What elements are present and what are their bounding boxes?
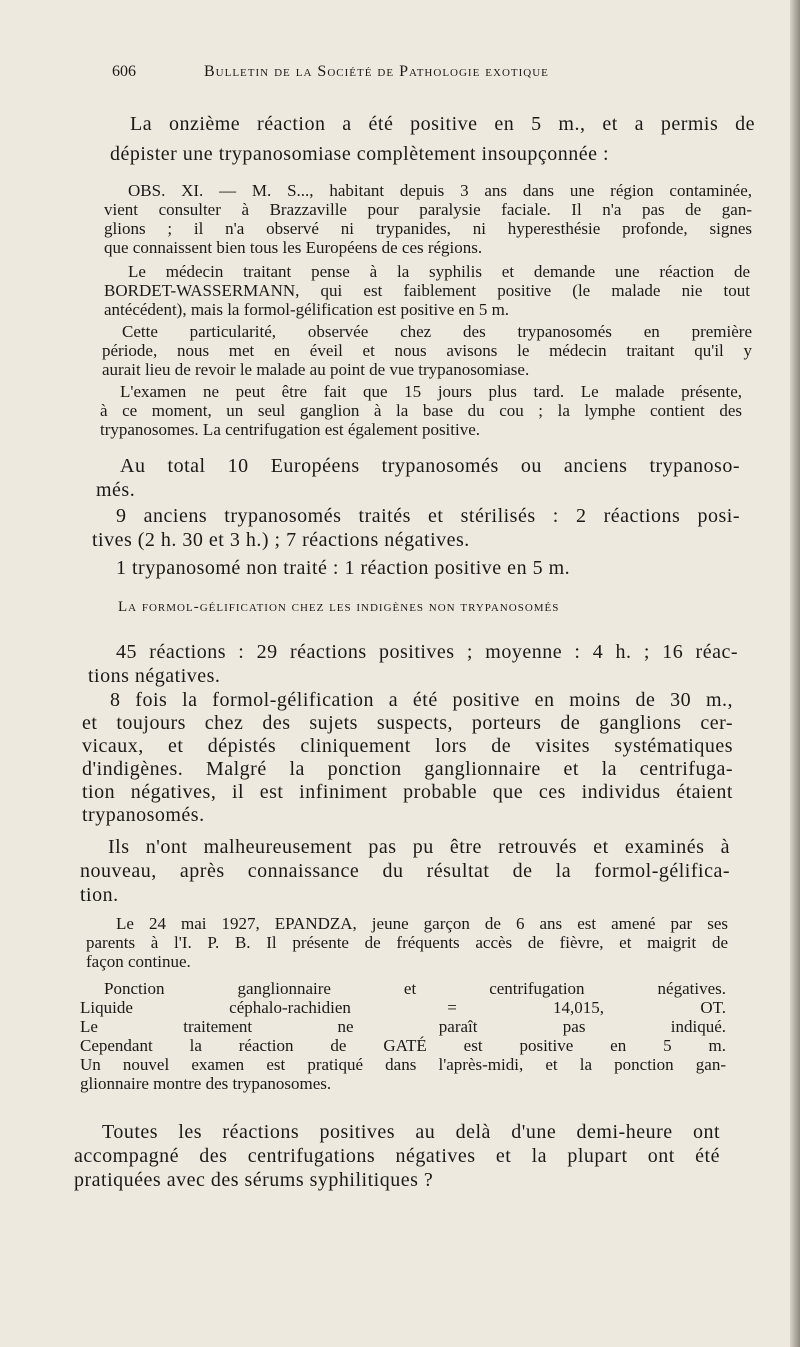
text-line: tions négatives. bbox=[88, 665, 221, 687]
text-line: OBS. XI. — M. S..., habitant depuis 3 ans dans une région contaminée, bbox=[128, 181, 752, 200]
text-line: tion. bbox=[80, 884, 119, 906]
text-line: Au total 10 Européens trypanosomés ou anciens trypanoso- bbox=[120, 455, 740, 477]
text-line: 45 réactions : 29 réactions positives ; moyenne : 4 h. ; 16 réac- bbox=[116, 641, 738, 663]
text-line: période, nous met en éveil et nous avisons le médecin traitant qu'il y bbox=[102, 341, 752, 360]
text-line: façon continue. bbox=[86, 952, 191, 971]
text-line: à ce moment, un seul ganglion à la base du cou ; la lymphe contient des bbox=[100, 401, 742, 420]
text-line: trypanosomés. bbox=[82, 804, 205, 826]
text-line: aurait lieu de revoir le malade au point de vue trypanosomiase. bbox=[102, 360, 530, 379]
text-line: Le traitement ne paraît pas indiqué. bbox=[80, 1017, 726, 1036]
text-line: Toutes les réactions positives au delà d'une demi-heure ont bbox=[102, 1121, 720, 1143]
text-line: Le 24 mai 1927, EPANDZA, jeune garçon de 6 ans est amené par ses bbox=[116, 914, 728, 933]
text-line: L'examen ne peut être fait que 15 jours plus tard. Le malade présente, bbox=[120, 382, 742, 401]
text-line: glions ; il n'a observé ni trypanides, ni hyperesthésie profonde, signes bbox=[104, 219, 752, 238]
text-line: que connaissent bien tous les Européens de ces régions. bbox=[104, 238, 483, 257]
text-line: Cette particularité, observée chez des trypanosomés en première bbox=[122, 322, 752, 341]
journal-title: Bulletin de la Société de Pathologie exotique bbox=[204, 63, 549, 80]
text-line: Le médecin traitant pense à la syphilis et demande une réaction de bbox=[128, 262, 750, 281]
text-line: dépister une trypanosomiase complètement insoupçonnée : bbox=[110, 143, 610, 165]
page-edge-shadow bbox=[790, 0, 800, 1347]
text-line: més. bbox=[96, 479, 136, 501]
text-line: Ils n'ont malheureusement pas pu être retrouvés et examinés à bbox=[108, 836, 730, 858]
text-line: 9 anciens trypanosomés traités et stérilisés : 2 réactions posi- bbox=[116, 505, 740, 527]
text-line: La onzième réaction a été positive en 5 m., et a permis de bbox=[130, 113, 755, 135]
text-line: d'indigènes. Malgré la ponction ganglionnaire et la centrifuga- bbox=[82, 758, 733, 780]
text-line: nouveau, après connaissance du résultat de la formol-gélifica- bbox=[80, 860, 730, 882]
text-line: et toujours chez des sujets suspects, porteurs de ganglions cer- bbox=[82, 712, 733, 734]
text-line: BORDET-WASSERMANN, qui est faiblement positive (le malade nie tout bbox=[104, 281, 750, 300]
text-line: 1 trypanosomé non traité : 1 réaction positive en 5 m. bbox=[116, 557, 571, 579]
text-line: 8 fois la formol-gélification a été positive en moins de 30 m., bbox=[110, 689, 733, 711]
text-line: Cependant la réaction de GATÉ est positive en 5 m. bbox=[80, 1036, 726, 1055]
page-number: 606 bbox=[112, 63, 136, 80]
text-line: vient consulter à Brazzaville pour paralysie faciale. Il n'a pas de gan- bbox=[104, 200, 752, 219]
section-heading: La formol-gélification chez les indigènes non trypanosomés bbox=[118, 599, 560, 615]
text-line: vicaux, et dépistés cliniquement lors de visites systématiques bbox=[82, 735, 733, 757]
text-line: Liquide céphalo-rachidien = 14,015, OT. bbox=[80, 998, 726, 1017]
text-line: accompagné des centrifugations négatives et la plupart ont été bbox=[74, 1145, 720, 1167]
text-line: trypanosomes. La centrifugation est également positive. bbox=[100, 420, 481, 439]
text-line: Un nouvel examen est pratiqué dans l'après-midi, et la ponction gan- bbox=[80, 1055, 726, 1074]
text-line: antécédent), mais la formol-gélification est positive en 5 m. bbox=[104, 300, 510, 319]
text-line: Ponction ganglionnaire et centrifugation négatives. bbox=[104, 979, 726, 998]
text-line: pratiquées avec des sérums syphilitiques ? bbox=[74, 1169, 434, 1191]
text-line: glionnaire montre des trypanosomes. bbox=[80, 1074, 332, 1093]
text-line: parents à l'I. P. B. Il présente de fréquents accès de fièvre, et maigrit de bbox=[86, 933, 728, 952]
text-line: tives (2 h. 30 et 3 h.) ; 7 réactions négatives. bbox=[92, 529, 470, 551]
text-line: tion négatives, il est infiniment probable que ces individus étaient bbox=[82, 781, 733, 803]
